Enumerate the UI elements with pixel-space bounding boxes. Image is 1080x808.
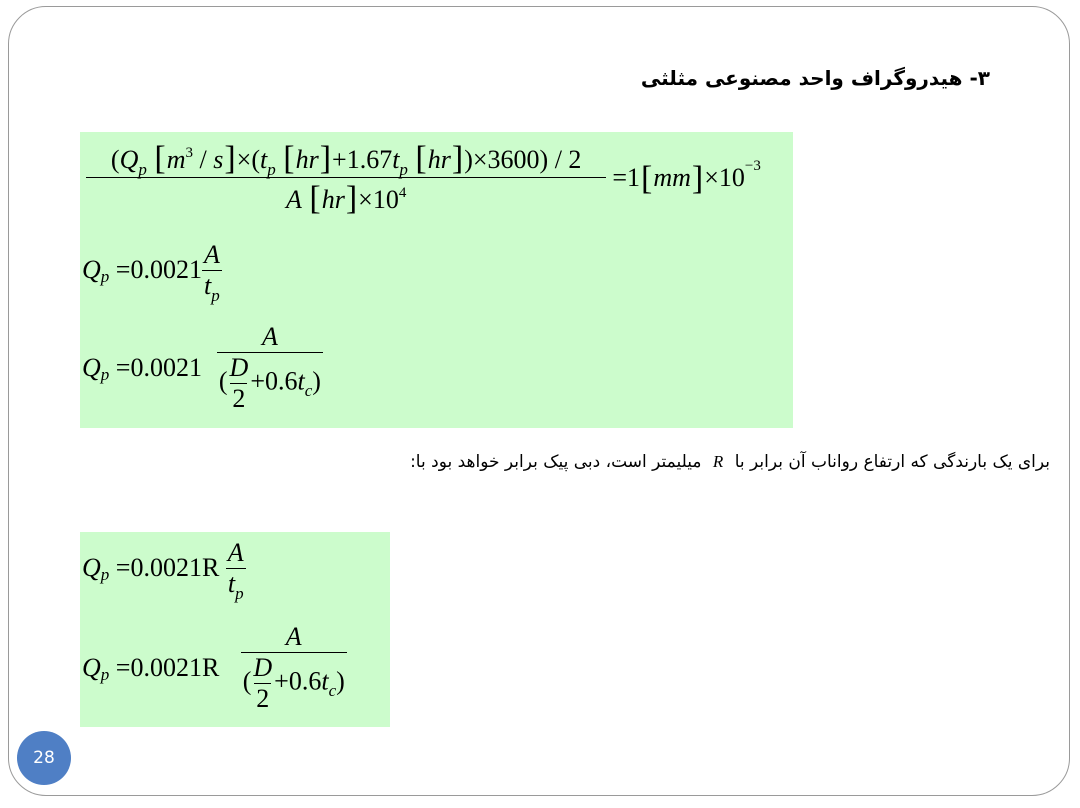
coef-0-6: 0.6 bbox=[264, 366, 298, 396]
equation-peak-flow-d: Q p = 0.0021 A ( $\frac{D}{2}$ $+0.6t_c$) bbox=[82, 322, 338, 414]
coef-0-6: 0.6 bbox=[288, 666, 322, 696]
coef-0-0021: 0.0021 bbox=[130, 352, 202, 382]
ten-base-2: 10 bbox=[718, 162, 745, 192]
equation-volume-balance: ($Q_p$ $[m^3 / s]\times(t_p$ $[hr]+1.67t_p$ [hr])×3600) / 2 A $[hr]\times 10^4$ = 1 [ mm ] × 10 −3 bbox=[86, 138, 761, 217]
fraction-denominator: A $[hr]\times 10^4$ bbox=[86, 177, 606, 217]
paragraph-rainfall bbox=[410, 452, 1050, 472]
fraction-a-tp: $\frac{A}{t_p}$ bbox=[203, 240, 220, 305]
page-number-badge: 28 bbox=[17, 731, 71, 785]
coef-1-67: 1.67 bbox=[346, 145, 393, 174]
fraction-a-d-2: A ( $\frac{D}{2}$ $+0.6t_c$) bbox=[242, 622, 345, 713]
equation-peak-flow-r-tp: Q p = 0.0021R $\frac{A}{t_p}$ bbox=[82, 538, 244, 603]
equation-peak-flow-r-d: Q p = 0.0021R A ( $\frac{D}{2}$ $+0.6t_c$) bbox=[82, 622, 362, 714]
coef-3600: 3600 bbox=[487, 145, 540, 174]
variable-r: R bbox=[712, 452, 724, 471]
exponent-4: 4 bbox=[398, 185, 407, 202]
fraction-volume bbox=[86, 138, 606, 217]
fraction-a-d: A ( $\frac{D}{2}$ $+0.6t_c$) bbox=[218, 322, 321, 413]
ten-base: 10 bbox=[372, 185, 399, 215]
fraction-d-2-b: $\frac{D}{2}$ bbox=[253, 652, 273, 713]
coef-0-0021: 0.0021 bbox=[130, 255, 202, 285]
slide-heading: ۳- هیدروگراف واحد مصنوعی مثلثی bbox=[640, 66, 990, 90]
paragraph-text-after: میلیمتر است، دبی پیک برابر خواهد بود با: bbox=[410, 452, 702, 472]
equation-peak-flow-tp: Q p = 0.0021 $\frac{A}{t_p}$ bbox=[82, 240, 220, 305]
divisor-2: 2 bbox=[568, 145, 582, 174]
coef-0-0021r: 0.0021R bbox=[130, 553, 220, 583]
value-one: 1 bbox=[627, 162, 641, 192]
fraction-a-tp-2: $\frac{A}{t_p}$ bbox=[227, 538, 244, 603]
fraction-d-2: $\frac{D}{2}$ bbox=[229, 352, 249, 413]
equation-box-1 bbox=[80, 132, 793, 428]
equation-box-2 bbox=[80, 532, 390, 727]
paragraph-text-before: برای یک بارندگی که ارتفاع رواناب آن برابر با bbox=[734, 452, 1050, 472]
fraction-numerator: ($Q_p$ $[m^3 / s]\times(t_p$ $[hr]+1.67t_p$ [hr])×3600) / 2 bbox=[110, 140, 582, 179]
coef-0-0021r: 0.0021R bbox=[130, 652, 220, 682]
exponent-neg3: −3 bbox=[744, 158, 761, 175]
